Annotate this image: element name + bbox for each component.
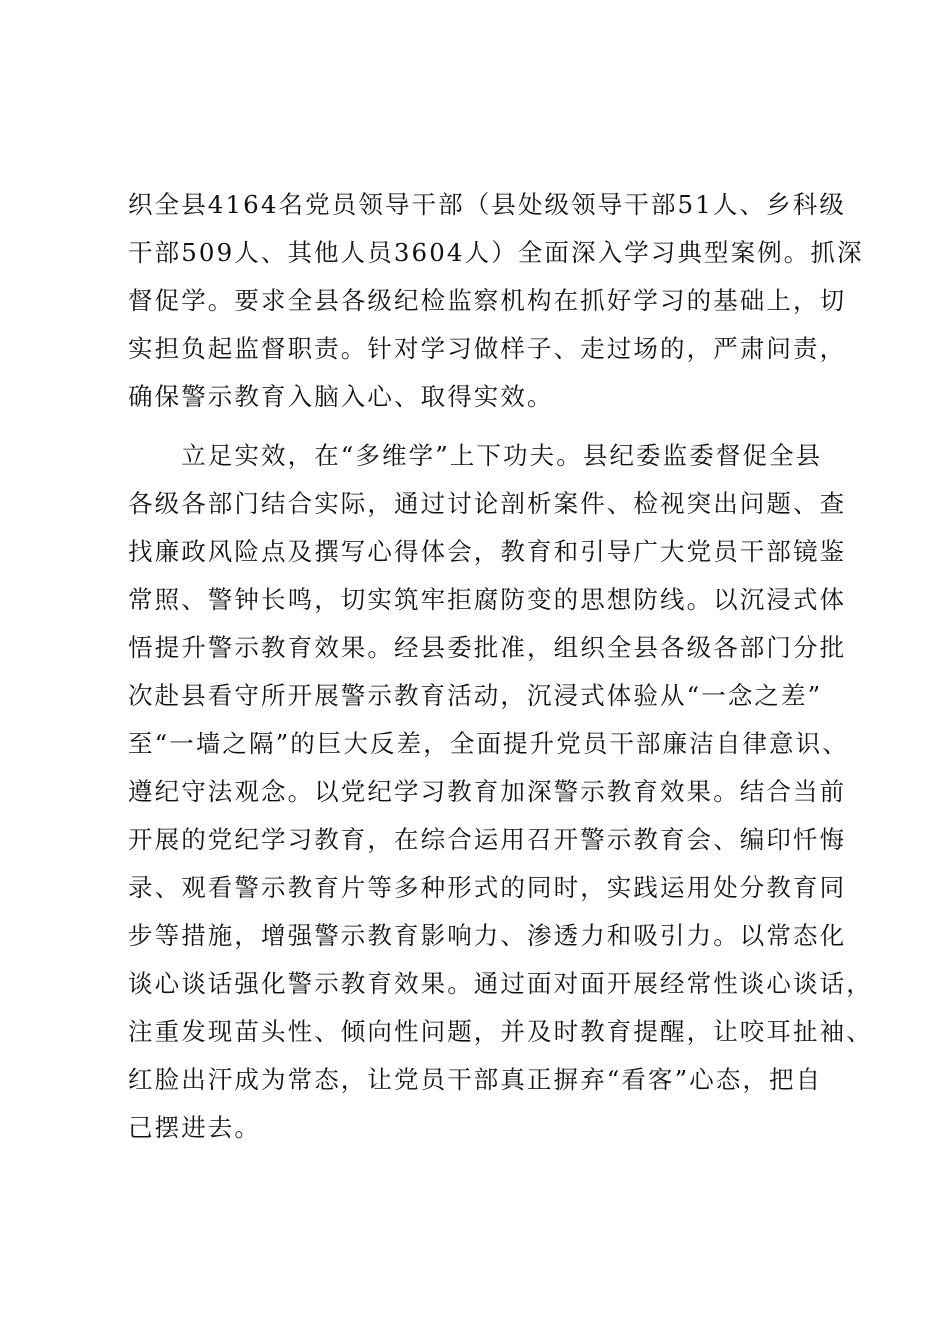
text-line: 干部509人、其他人员3604人）全面深入学习典型案例。抓深 (128, 238, 864, 267)
text-line: 常照、警钟长鸣，切实筑牢拒腐防变的思想防线。以沉浸式体 (128, 585, 847, 614)
text-line: 找廉政风险点及撰写心得体会，教育和引导广大党员干部镜鉴 (128, 537, 847, 566)
text-line: 红脸出汗成为常态，让党员干部真正摒弃“看客”心态，把自 (128, 1065, 823, 1094)
text-line: 录、观看警示教育片等多种形式的同时，实践运用处分教育同 (128, 873, 847, 902)
text-line: 谈心谈话强化警示教育效果。通过面对面开展经常性谈心谈话， (128, 969, 873, 998)
text-line: 注重发现苗头性、倾向性问题，并及时教育提醒，让咬耳扯袖、 (128, 1017, 873, 1046)
text-line: 悟提升警示教育效果。经县委批准，组织全县各级各部门分批 (128, 633, 847, 662)
text-line: 督促学。要求全县各级纪检监察机构在抓好学习的基础上，切 (128, 286, 847, 315)
text-line: 各级各部门结合实际，通过讨论剖析案件、检视突出问题、查 (128, 489, 847, 518)
document-body (128, 181, 873, 1152)
text-line: 开展的党纪学习教育，在综合运用召开警示教育会、编印忏悔 (128, 825, 847, 854)
paragraph-multidimensional-learning (128, 432, 873, 1152)
text-line: 织全县4164名党员领导干部（县处级领导干部51人、乡科级 (128, 190, 846, 219)
text-line: 实担负起监督职责。针对学习做样子、走过场的，严肃问责， (128, 334, 847, 363)
text-line: 至“一墙之隔”的巨大反差，全面提升党员干部廉洁自律意识、 (128, 729, 849, 758)
text-line: 确保警示教育入脑入心、取得实效。 (128, 382, 554, 411)
text-line: 步等措施，增强警示教育影响力、渗透力和吸引力。以常态化 (128, 921, 847, 950)
paragraph-gap (128, 421, 848, 432)
text-line: 遵纪守法观念。以党纪学习教育加深警示教育效果。结合当前 (128, 777, 847, 806)
paragraph-continuation (128, 181, 864, 421)
text-line: 次赴县看守所开展警示教育活动，沉浸式体验从“一念之差” (128, 681, 823, 710)
text-line: 己摆进去。 (128, 1113, 261, 1142)
text-line: 立足实效，在“多维学”上下功夫。县纪委监委督促全县 (128, 441, 823, 470)
